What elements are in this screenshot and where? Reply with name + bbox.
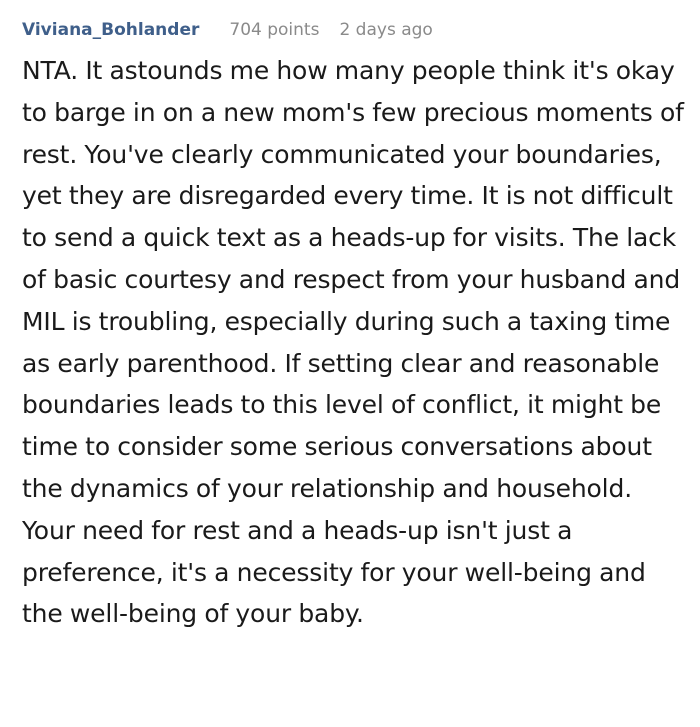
comment-username[interactable]: Viviana_Bohlander [22,20,200,40]
comment-meta [22,14,700,46]
comment-points: 704 points [229,20,320,40]
comment-body: NTA. It astounds me how many people think it's okay to barge in on a new mom's few precious moments of rest. You've clearly communicated your boundaries, yet they are disregarded every time. It is not difficult to send a quick text as a heads-up for visits. The lack of basic courtesy and respect from your husband and MIL is troubling, especially during such a taxing time as early parenthood. If setting clear and reasonable boundaries leads to this level of conflict, it might be time to consider some serious conversations about the dynamics of your relationship and household. Your need for rest and a heads-up isn't just a preference, it's a necessity for your well-being and the well-being of your baby. [22,56,684,629]
comment-timestamp: 2 days ago [339,20,433,40]
